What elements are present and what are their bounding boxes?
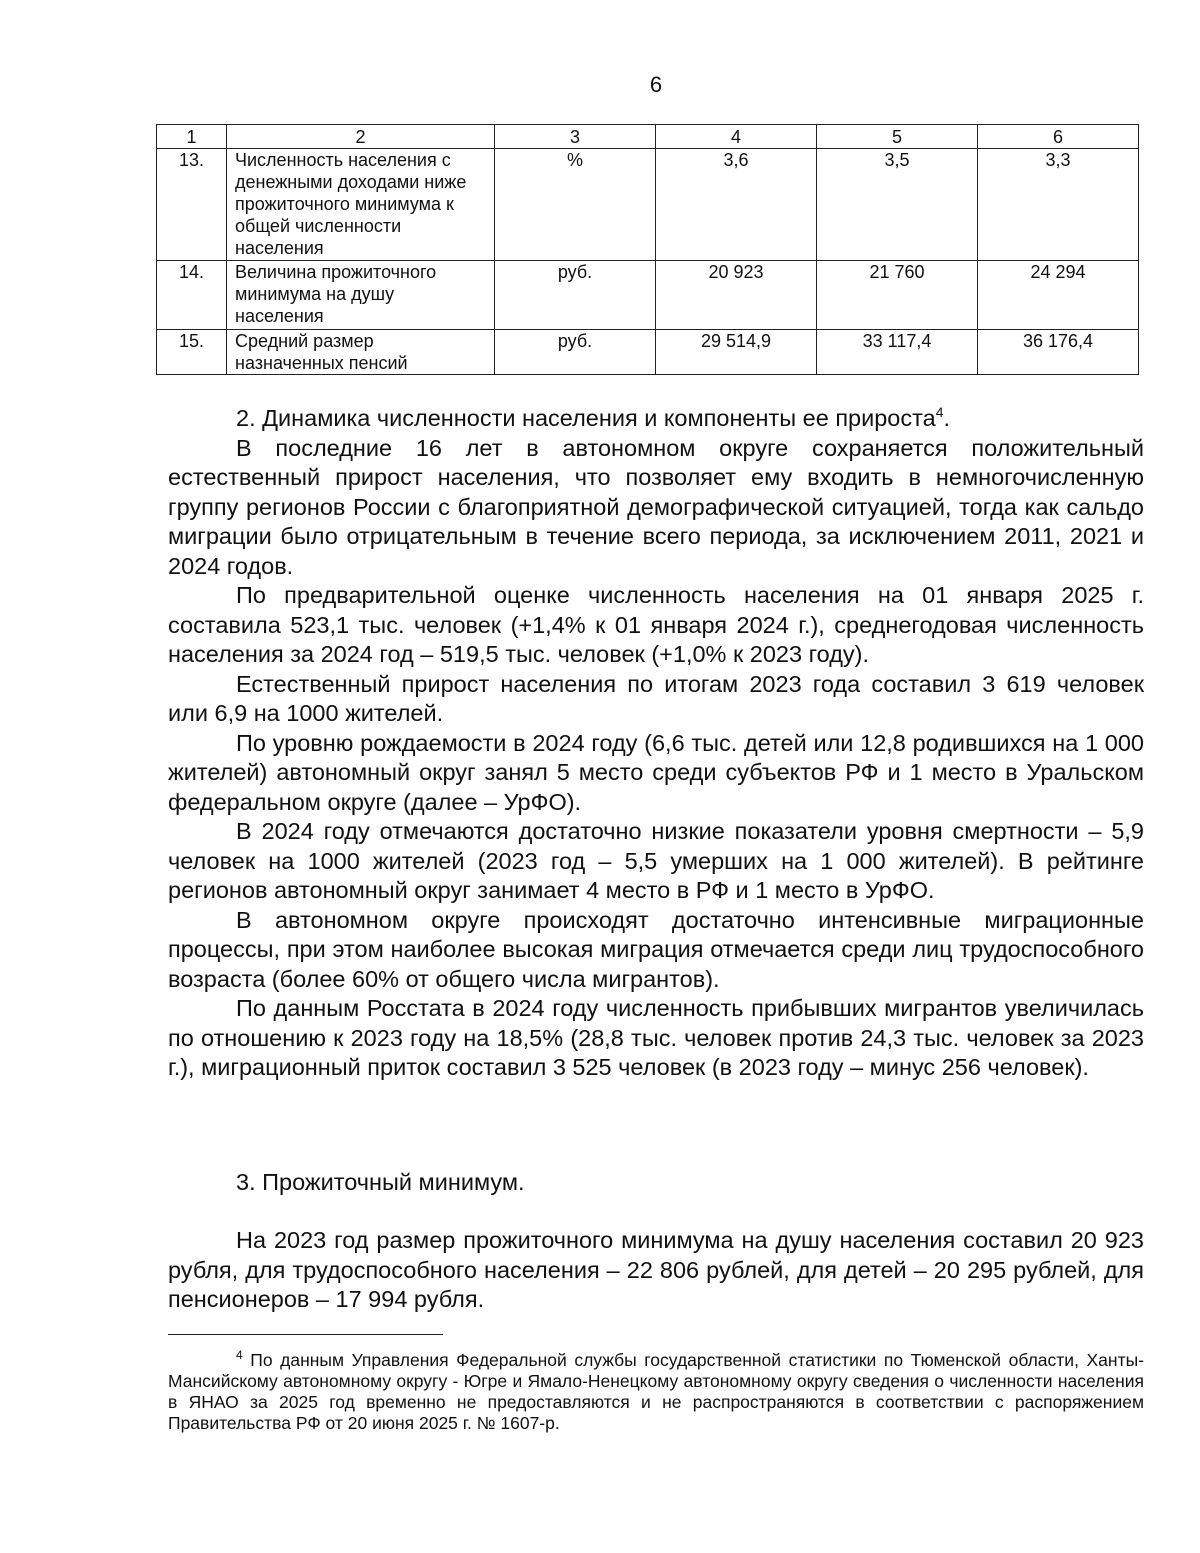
value-col4: 3,6 bbox=[656, 149, 817, 261]
paragraph: В автономном округе происходят достаточно интенсивные миграционные процессы, при этом наиболее высокая миграция отмечается среди лиц трудоспособного возраста (более 60% от общего числа мигрантов). bbox=[168, 906, 1144, 992]
value-col5: 3,5 bbox=[817, 149, 978, 261]
indicator-name: Величина прожиточного минимума на душу населения bbox=[227, 261, 495, 330]
paragraph: По уровню рождаемости в 2024 году (6,6 тыс. детей или 12,8 родившихся на 1 000 жителей) автономный округ занял 5 место среди субъектов РФ и 1 место в Уральском федеральном округе (далее – УрФО). bbox=[168, 729, 1144, 815]
value-col5: 21 760 bbox=[817, 261, 978, 330]
table-header-cell: 4 bbox=[656, 125, 817, 149]
table-row bbox=[157, 149, 1139, 261]
table-header-cell: 3 bbox=[495, 125, 656, 149]
row-number: 15. bbox=[157, 330, 227, 375]
page-number: 6 bbox=[649, 72, 663, 97]
row-number: 14. bbox=[157, 261, 227, 330]
table-header-cell: 5 bbox=[817, 125, 978, 149]
paragraph: В 2024 году отмечаются достаточно низкие показатели уровня смертности – 5,9 человек на 1000 жителей (2023 год – 5,5 умерших на 1 000 жителей). В рейтинге регионов автономный округ занимает 4 место в РФ и 1 место в УрФО. bbox=[168, 818, 1144, 903]
footnote-text: По данным Управления Федеральной службы государственной статистики по Тюменской области, Ханты-Мансийскому автономному округу - Югре и Ямало-Ненецкому автономному округу сведения о численности населения в ЯНАО за 2025 год временно не предоставляются и не распространяются в соответствии с распоряжением Правительства РФ от 20 июня 2025 г. № 1607-р. bbox=[168, 1350, 1144, 1433]
indicators-table bbox=[156, 124, 1139, 375]
section-heading: 3. Прожиточный минимум. bbox=[236, 1169, 525, 1195]
section-3 bbox=[168, 1226, 1144, 1315]
table-row bbox=[157, 261, 1139, 330]
table-header-cell: 1 bbox=[157, 125, 227, 149]
indicator-name: Численность населения с денежными доходами ниже прожиточного минимума к общей численности населения bbox=[227, 149, 495, 261]
unit: % bbox=[495, 149, 656, 261]
value-col4: 29 514,9 bbox=[656, 330, 817, 375]
indicator-name: Средний размер назначенных пенсий bbox=[227, 330, 495, 375]
footnote-ref[interactable]: 4 bbox=[935, 404, 944, 421]
paragraph: По данным Росстата в 2024 году численность прибывших мигрантов увеличилась по отношению к 2023 году на 18,5% (28,8 тыс. человек против 24,3 тыс. человек за 2023 г.), миграционный приток составил 3 525 человек (в 2023 году – минус 256 человек). bbox=[168, 995, 1144, 1080]
section-heading bbox=[168, 404, 1144, 434]
paragraph: На 2023 год размер прожиточного минимума на душу населения составил 20 923 рубля, для трудоспособного населения – 22 806 рублей, для детей – 20 295 рублей, для пенсионеров – 17 994 рубля. bbox=[168, 1227, 1144, 1312]
footnote-divider bbox=[168, 1334, 443, 1335]
table-header-row bbox=[157, 125, 1139, 149]
value-col6: 3,3 bbox=[978, 149, 1139, 261]
table-row bbox=[157, 330, 1139, 375]
row-number: 13. bbox=[157, 149, 227, 261]
heading-end: . bbox=[943, 405, 951, 431]
section-heading-text: 2. Динамика численности населения и компоненты ее прироста bbox=[236, 405, 936, 431]
unit: руб. bbox=[495, 330, 656, 375]
unit: руб. bbox=[495, 261, 656, 330]
table-header-cell: 2 bbox=[227, 125, 495, 149]
section-2 bbox=[168, 404, 1144, 1083]
paragraph: В последние 16 лет в автономном округе сохраняется положительный естественный прирост населения, что позволяет ему входить в немногочисленную группу регионов России с благоприятной демографической ситуацией, тогда как сальдо миграции было отрицательным в течение всего периода, за исключением 2011, 2021 и 2024 годов. bbox=[168, 434, 1144, 579]
paragraph: Естественный прирост населения по итогам 2023 года составил 3 619 человек или 6,9 на 1000 жителей. bbox=[168, 670, 1144, 726]
value-col6: 36 176,4 bbox=[978, 330, 1139, 375]
value-col6: 24 294 bbox=[978, 261, 1139, 330]
footnote-mark: 4 bbox=[236, 1348, 243, 1363]
footnote bbox=[168, 1350, 1144, 1434]
value-col5: 33 117,4 bbox=[817, 330, 978, 375]
paragraph: По предварительной оценке численность населения на 01 января 2025 г. составила 523,1 тыс. человек (+1,4% к 01 января 2024 г.), среднегодовая численность населения за 2024 год – 519,5 тыс. человек (+1,0% к 2023 году). bbox=[168, 582, 1144, 667]
table-header-cell: 6 bbox=[978, 125, 1139, 149]
value-col4: 20 923 bbox=[656, 261, 817, 330]
